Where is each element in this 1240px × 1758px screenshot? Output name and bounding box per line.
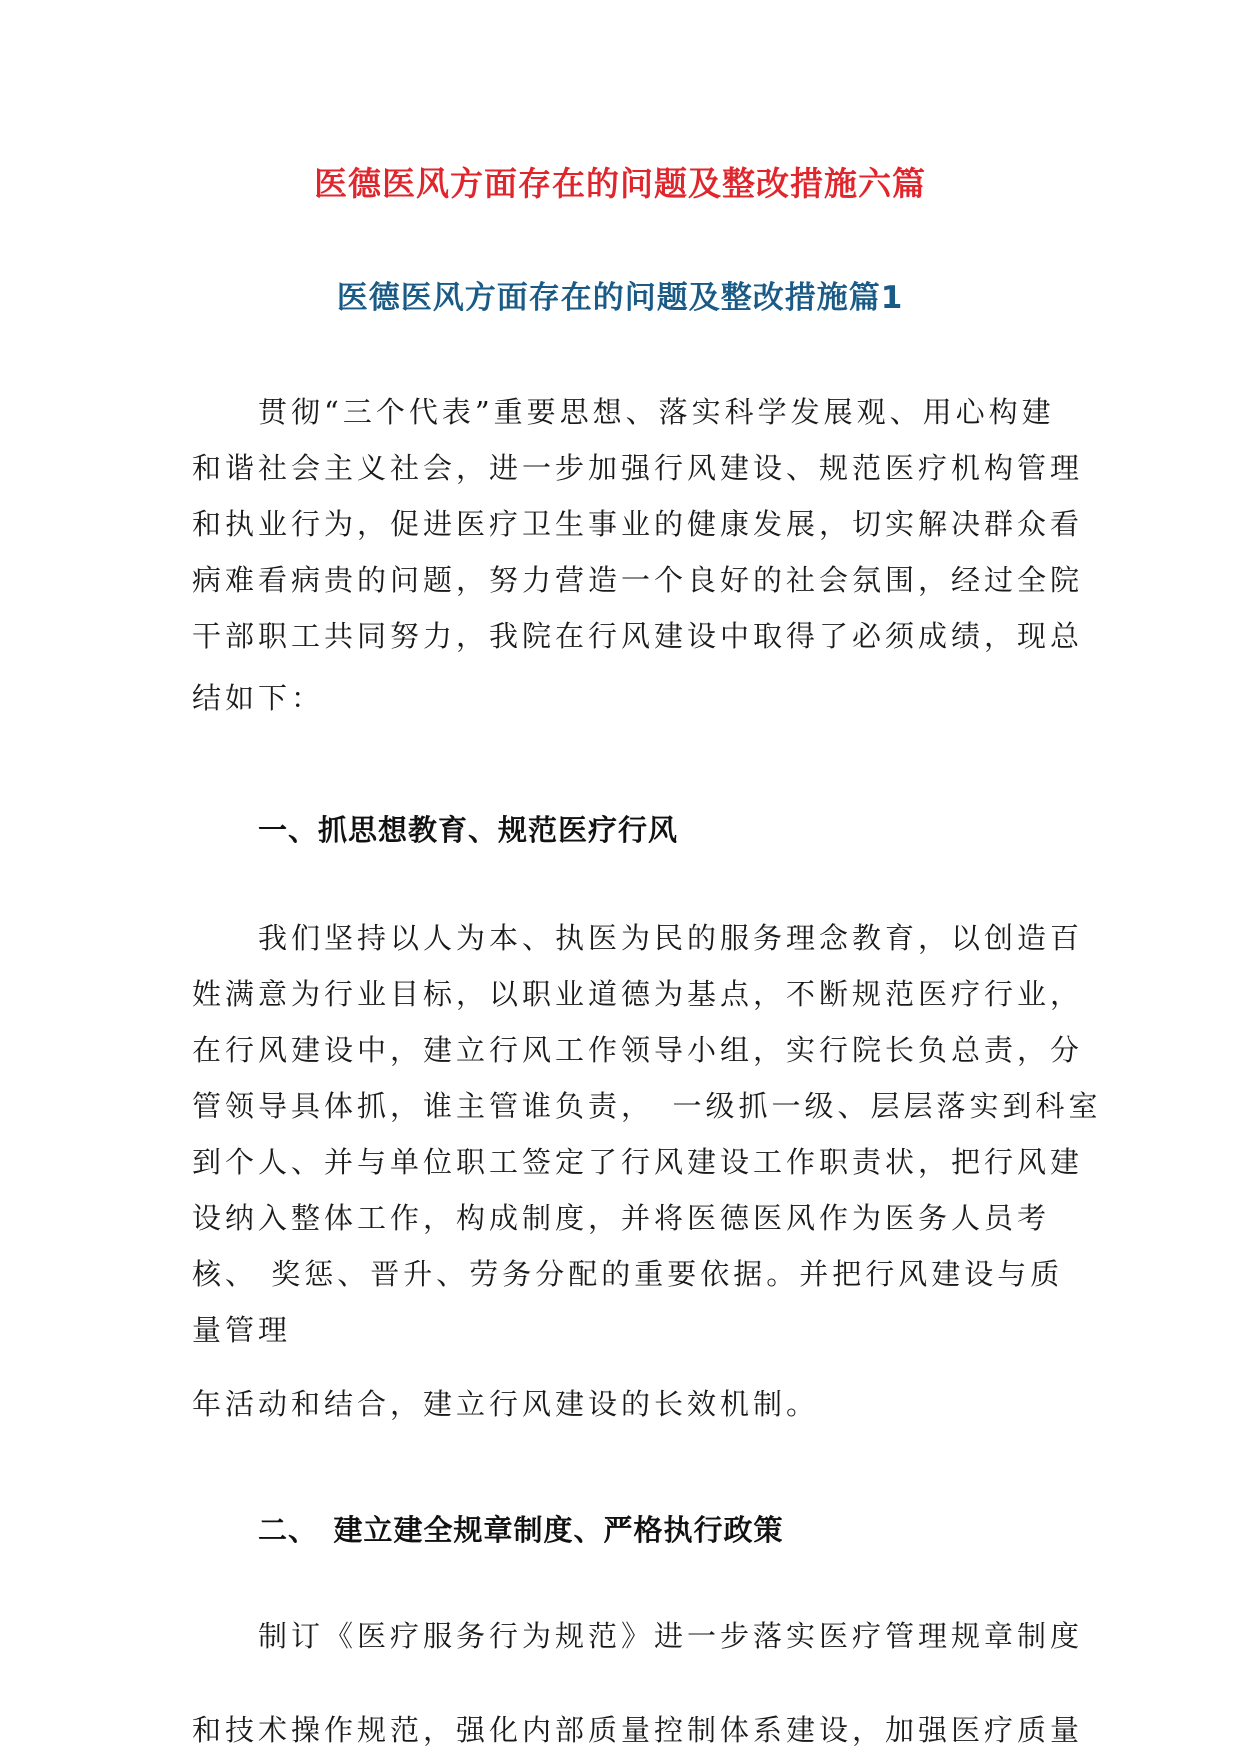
paragraph-line: 结如下： — [192, 681, 325, 715]
paragraph-line: 到个人、并与单位职工签定了行风建设工作职责状，把行风建 — [192, 1145, 1084, 1179]
paragraph-line: 和谐社会主义社会，进一步加强行风建设、规范医疗机构管理 — [192, 451, 1084, 485]
paragraph-line: 和技术操作规范，强化内部质量控制体系建设，加强医疗质量 — [192, 1713, 1084, 1747]
document-subtitle: 医德医风方面存在的问题及整改措施篇1 — [336, 280, 904, 316]
paragraph-line: 管领导具体抓，谁主管谁负责， 一级抓一级、层层落实到科室 — [192, 1089, 1102, 1123]
section1-paragraph — [192, 910, 1102, 1358]
section2-paragraph — [192, 1608, 1084, 1758]
paragraph-line: 贯彻“三个代表”重要思想、落实科学发展观、用心构建 — [258, 395, 1055, 429]
paragraph-line: 量管理 — [192, 1313, 292, 1347]
paragraph-line: 制订《医疗服务行为规范》进一步落实医疗管理规章制度 — [258, 1619, 1084, 1653]
section1-paragraph-tail — [192, 1376, 1072, 1432]
paragraph-line: 年活动和结合，建立行风建设的长效机制。 — [192, 1387, 820, 1421]
paragraph-line: 干部职工共同努力，我院在行风建设中取得了必须成绩，现总 — [192, 619, 1084, 653]
intro-paragraph — [192, 384, 1084, 726]
paragraph-line: 姓满意为行业目标，以职业道德为基点，不断规范医疗行业， — [192, 977, 1084, 1011]
document-title: 医德医风方面存在的问题及整改措施六篇 — [314, 164, 926, 203]
paragraph-line: 和执业行为，促进医疗卫生事业的健康发展，切实解决群众看 — [192, 507, 1084, 541]
paragraph-line: 核、 奖惩、晋升、劳务分配的重要依据。并把行风建设与质 — [192, 1257, 1064, 1291]
paragraph-line: 我们坚持以人为本、执医为民的服务理念教育，以创造百 — [258, 921, 1084, 955]
paragraph-line: 设纳入整体工作，构成制度，并将医德医风作为医务人员考 — [192, 1201, 1051, 1235]
paragraph-line: 病难看病贵的问题，努力营造一个良好的社会氛围，经过全院 — [192, 563, 1084, 597]
paragraph-line: 在行风建设中，建立行风工作领导小组，实行院长负总责，分 — [192, 1033, 1084, 1067]
section-heading: 一、抓思想教育、规范医疗行风 — [258, 813, 679, 847]
section-heading: 二、 建立建全规章制度、严格执行政策 — [258, 1513, 784, 1547]
